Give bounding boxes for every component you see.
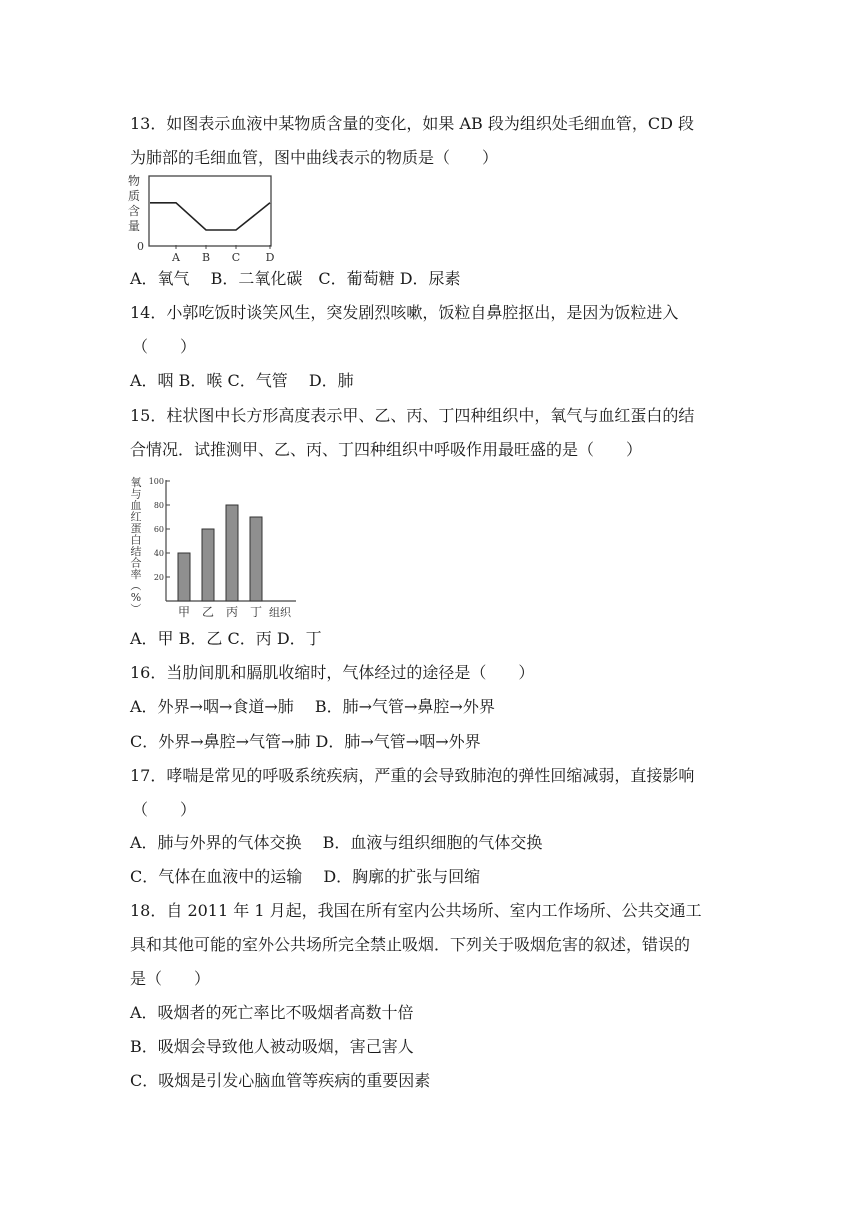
q15-ylabel-char: 与	[130, 487, 142, 501]
q15-x-tick-label: 甲	[177, 605, 191, 619]
q17-options-ab: A．肺与外界的气体交换 B．血液与组织细胞的气体交换	[130, 833, 543, 852]
q15-x-ticks	[178, 605, 262, 619]
q13-x-tick-label: C	[231, 251, 241, 264]
q15-ylabel-char: 结	[130, 545, 142, 558]
q15-ylabel	[129, 476, 142, 614]
q15-bar	[250, 517, 262, 601]
q15-ylabel-char: 白	[130, 533, 142, 547]
q18-stem-line1: 18．自 2011 年 1 月起，我国在所有室内公共场所、室内工作场所、公共交通工	[130, 901, 702, 920]
q18-option-c: C．吸烟是引发心脑血管等疾病的重要因素	[130, 1071, 431, 1090]
q13-curve	[150, 203, 270, 230]
q15-x-tick-label: 丙	[225, 605, 239, 619]
q15-stem-line2: 合情况．试推测甲、乙、丙、丁四种组织中呼吸作用最旺盛的是（ ）	[130, 440, 643, 459]
q15-ylabel-char: ）	[129, 603, 142, 614]
q15-bars	[178, 505, 262, 601]
q13-ylabel-char: 物	[128, 174, 141, 188]
q15-xlabel: 组织	[269, 606, 291, 619]
q14-stem-line1: 14．小郭吃饭时谈笑风生，突发剧烈咳嗽，饭粒自鼻腔抠出，是因为饭粒进入	[130, 303, 679, 322]
q15-stem-line1: 15．柱状图中长方形高度表示甲、乙、丙、丁四种组织中，氧气与血红蛋白的结	[130, 406, 695, 425]
q14-options: A．咽 B．喉 C．气管 D．肺	[130, 371, 354, 390]
q15-bar	[178, 553, 190, 601]
q13-ylabel-char: 含	[128, 204, 141, 218]
q17-stem-line1: 17．哮喘是常见的呼吸系统疾病，严重的会导致肺泡的弹性回缩减弱，直接影响	[130, 766, 695, 785]
q16-options-cd: C．外界→鼻腔→气管→肺 D．肺→气管→咽→外界	[130, 732, 481, 751]
q14-stem-line2: （ ）	[132, 337, 197, 356]
q15-ylabel-char: 合	[130, 556, 142, 570]
q17-options-cd: C．气体在血液中的运输 D．胸廓的扩张与回缩	[130, 867, 481, 886]
q15-ylabel-char: 血	[130, 499, 142, 512]
q17-stem-line2: （ ）	[132, 800, 197, 819]
q15-bar	[202, 529, 214, 601]
q15-y-ticks	[149, 477, 170, 582]
q15-ylabel-char: %	[130, 591, 142, 604]
q18-stem-line3: 是（ ）	[130, 969, 211, 988]
q13-x-tick-label: B	[201, 251, 211, 264]
q13-x-ticks	[171, 245, 275, 264]
q15-x-tick-label: 乙	[201, 605, 215, 619]
q18-option-a: A．吸烟者的死亡率比不吸烟者高数十倍	[130, 1003, 414, 1022]
q13-line-chart	[128, 172, 276, 264]
q15-y-tick-label: 80	[153, 501, 164, 510]
q15-options: A．甲 B．乙 C．丙 D．丁	[130, 629, 322, 648]
q13-x-tick-label: D	[265, 251, 275, 264]
q15-ylabel-char: 氧	[130, 476, 142, 489]
q15-ylabel-char: 红	[130, 510, 142, 524]
q15-y-tick-label: 60	[153, 525, 164, 534]
q15-bar	[226, 505, 238, 601]
q13-ylabel-char: 量	[128, 219, 141, 233]
q15-y-tick-label: 40	[153, 549, 164, 558]
q13-ylabel	[128, 173, 140, 233]
q15-ylabel-char: 率	[130, 568, 142, 581]
q13-plot-frame	[149, 176, 271, 246]
q13-ylabel-char: 质	[128, 189, 141, 203]
q13-stem-line2: 为肺部的毛细血管，图中曲线表示的物质是（ ）	[130, 148, 499, 167]
q16-options-ab: A．外界→咽→食道→肺 B．肺→气管→鼻腔→外界	[130, 697, 495, 716]
q18-stem-line2: 具和其他可能的室外公共场所完全禁止吸烟．下列关于吸烟危害的叙述，错误的	[130, 935, 691, 954]
q13-options: A．氧气 B．二氧化碳 C．葡萄糖 D．尿素	[130, 269, 461, 288]
q13-stem-line1: 13．如图表示血液中某物质含量的变化，如果 AB 段为组织处毛细血管，CD 段	[130, 114, 695, 133]
q18-option-b: B．吸烟会导致他人被动吸烟，害己害人	[130, 1037, 414, 1056]
q15-ylabel-char: 蛋	[130, 522, 142, 535]
q15-y-tick-label: 20	[153, 573, 164, 582]
q15-ylabel-char: （	[129, 580, 142, 591]
q13-origin-label: 0	[137, 240, 144, 253]
q15-x-tick-label: 丁	[249, 605, 263, 619]
q13-x-tick-label: A	[172, 251, 180, 264]
q16-stem: 16．当肋间肌和膈肌收缩时，气体经过的途径是（ ）	[130, 663, 535, 682]
q15-y-tick-label: 100	[148, 477, 164, 486]
q15-bar-chart	[128, 476, 303, 621]
